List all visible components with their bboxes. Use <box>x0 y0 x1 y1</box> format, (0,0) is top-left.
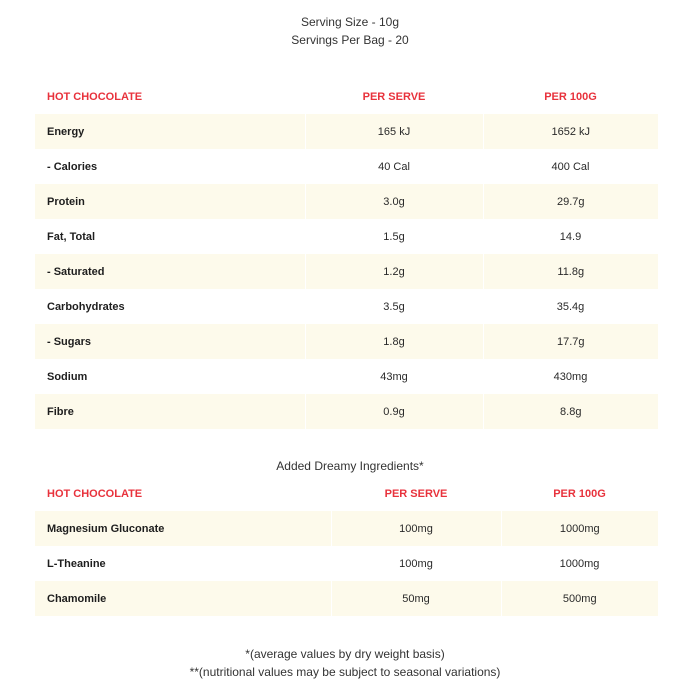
per-100g-value: 1000mg <box>559 557 600 570</box>
table-header-row <box>35 79 658 114</box>
nutrient-name: - Calories <box>47 160 98 173</box>
ingredients-table <box>35 476 658 616</box>
nutrient-name: Sodium <box>47 370 88 383</box>
table-row <box>35 254 658 289</box>
column-header-per-100g: PER 100G <box>544 90 597 103</box>
footnote-seasonal: **(nutritional values may be subject to seasonal variations) <box>189 665 501 679</box>
per-serve-value: 1.8g <box>305 324 483 359</box>
column-header-per-serve: PER SERVE <box>384 487 448 500</box>
per-100g-value: 35.4g <box>556 300 585 313</box>
per-serve-value: 40 Cal <box>378 160 410 173</box>
ingredient-name: Magnesium Gluconate <box>35 511 331 546</box>
per-serve-value: 3.5g <box>383 300 405 313</box>
table-row <box>35 394 658 429</box>
nutrient-name: Protein <box>35 184 305 219</box>
table-row <box>35 219 658 254</box>
table-row <box>35 546 658 581</box>
serving-size: Serving Size - 10g <box>300 15 400 29</box>
column-header-per-serve: PER SERVE <box>362 90 426 103</box>
per-100g-value: 14.9 <box>559 230 582 243</box>
nutrient-name: Energy <box>35 114 305 149</box>
table-row <box>35 149 658 184</box>
ingredient-name: L-Theanine <box>47 557 106 570</box>
nutrient-name: - Saturated <box>35 254 305 289</box>
table-row <box>35 359 658 394</box>
per-serve-value: 100mg <box>399 557 433 570</box>
ingredient-name: Chamomile <box>35 581 331 616</box>
nutrient-name: Carbohydrates <box>47 300 125 313</box>
column-header-product: HOT CHOCOLATE <box>47 487 143 500</box>
per-serve-value: 43mg <box>380 370 408 383</box>
nutrient-name: Fat, Total <box>47 230 96 243</box>
per-100g-value: 8.8g <box>483 394 658 429</box>
per-100g-value: 430mg <box>553 370 588 383</box>
servings-per-bag: Servings Per Bag - 20 <box>291 33 409 47</box>
table-row <box>35 289 658 324</box>
nutrition-table <box>35 79 658 429</box>
ingredients-title: Added Dreamy Ingredients* <box>276 459 424 473</box>
per-100g-value: 29.7g <box>483 184 658 219</box>
nutrient-name: Fibre <box>35 394 305 429</box>
table-row <box>35 184 658 219</box>
per-serve-value: 1.5g <box>383 230 405 243</box>
per-100g-value: 1000mg <box>501 511 658 546</box>
nutrient-name: - Sugars <box>35 324 305 359</box>
per-serve-value: 165 kJ <box>305 114 483 149</box>
table-row <box>35 581 658 616</box>
footnote-dry-weight: *(average values by dry weight basis) <box>245 647 445 661</box>
per-serve-value: 50mg <box>331 581 501 616</box>
per-100g-value: 11.8g <box>483 254 658 289</box>
per-100g-value: 17.7g <box>483 324 658 359</box>
per-serve-value: 1.2g <box>305 254 483 289</box>
table-row <box>35 511 658 546</box>
table-header-row <box>35 476 658 511</box>
per-serve-value: 100mg <box>331 511 501 546</box>
per-100g-value: 500mg <box>501 581 658 616</box>
table-row <box>35 114 658 149</box>
table-row <box>35 324 658 359</box>
column-header-product: HOT CHOCOLATE <box>47 90 143 103</box>
per-100g-value: 400 Cal <box>551 160 590 173</box>
per-serve-value: 3.0g <box>305 184 483 219</box>
column-header-per-100g: PER 100G <box>553 487 606 500</box>
per-100g-value: 1652 kJ <box>483 114 658 149</box>
per-serve-value: 0.9g <box>305 394 483 429</box>
